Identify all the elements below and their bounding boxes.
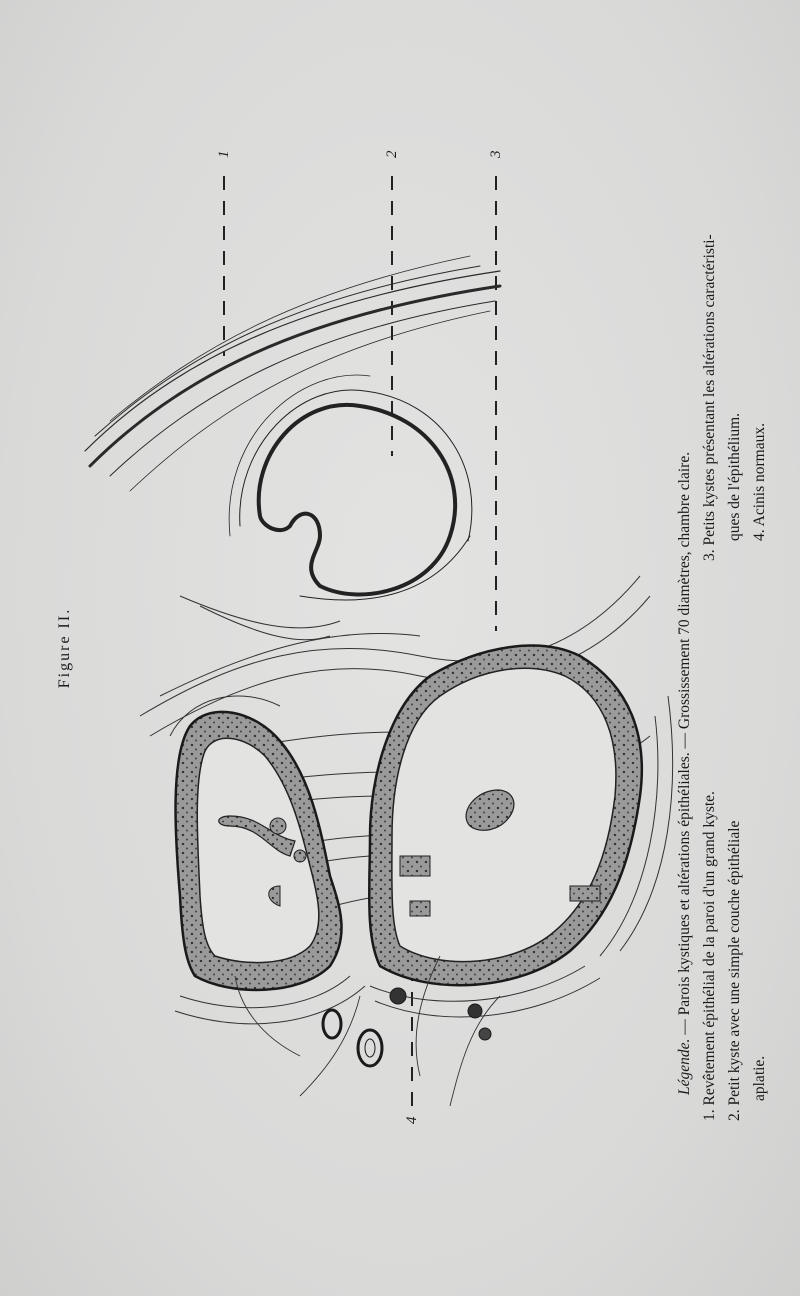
legend-text: — Parois kystiques et altérations épithéliales. — Grossissement 70 diamètres, chambre claire. [676, 451, 693, 1039]
item-text: Petits kystes présentant les altérations caractéristi- [701, 234, 718, 546]
item-number: 4. [751, 529, 768, 541]
item-number: 1. [701, 1109, 718, 1121]
item-number: 3. [701, 549, 718, 561]
item-number: 2. [726, 1109, 743, 1121]
caption-item-3-continuation: ques de l'épithélium. [726, 412, 743, 541]
caption-item-2 [722, 561, 747, 1121]
item-text: Petit kyste avec une simple couche épithéliale [726, 820, 743, 1106]
label-1: 1 [216, 150, 232, 158]
caption-row-2 [722, 101, 747, 1121]
legend-label: Légende. [676, 1038, 693, 1095]
item-text: Acinis normaux. [751, 423, 768, 527]
legend-line [672, 101, 697, 1121]
acinus-1 [323, 1010, 341, 1038]
caption-item-3 [697, 101, 722, 561]
acinus-2 [358, 1030, 382, 1066]
caption-item-4 [747, 101, 772, 541]
label-4: 4 [404, 1116, 420, 1124]
large-cyst [259, 405, 455, 595]
caption-row-3 [747, 101, 772, 1121]
item-text: Revêtement épithélial de la paroi d'un grand kyste. [701, 791, 718, 1106]
label-3: 3 [488, 150, 504, 158]
outer-wall [90, 286, 500, 466]
caption-item-1 [697, 561, 722, 1121]
figure-title: Figure II. [56, 607, 73, 689]
label-2: 2 [384, 150, 400, 158]
caption-item-2-continuation: aplatie. [751, 1055, 768, 1101]
caption-row-1 [697, 101, 722, 1121]
figure-caption [672, 101, 772, 1121]
